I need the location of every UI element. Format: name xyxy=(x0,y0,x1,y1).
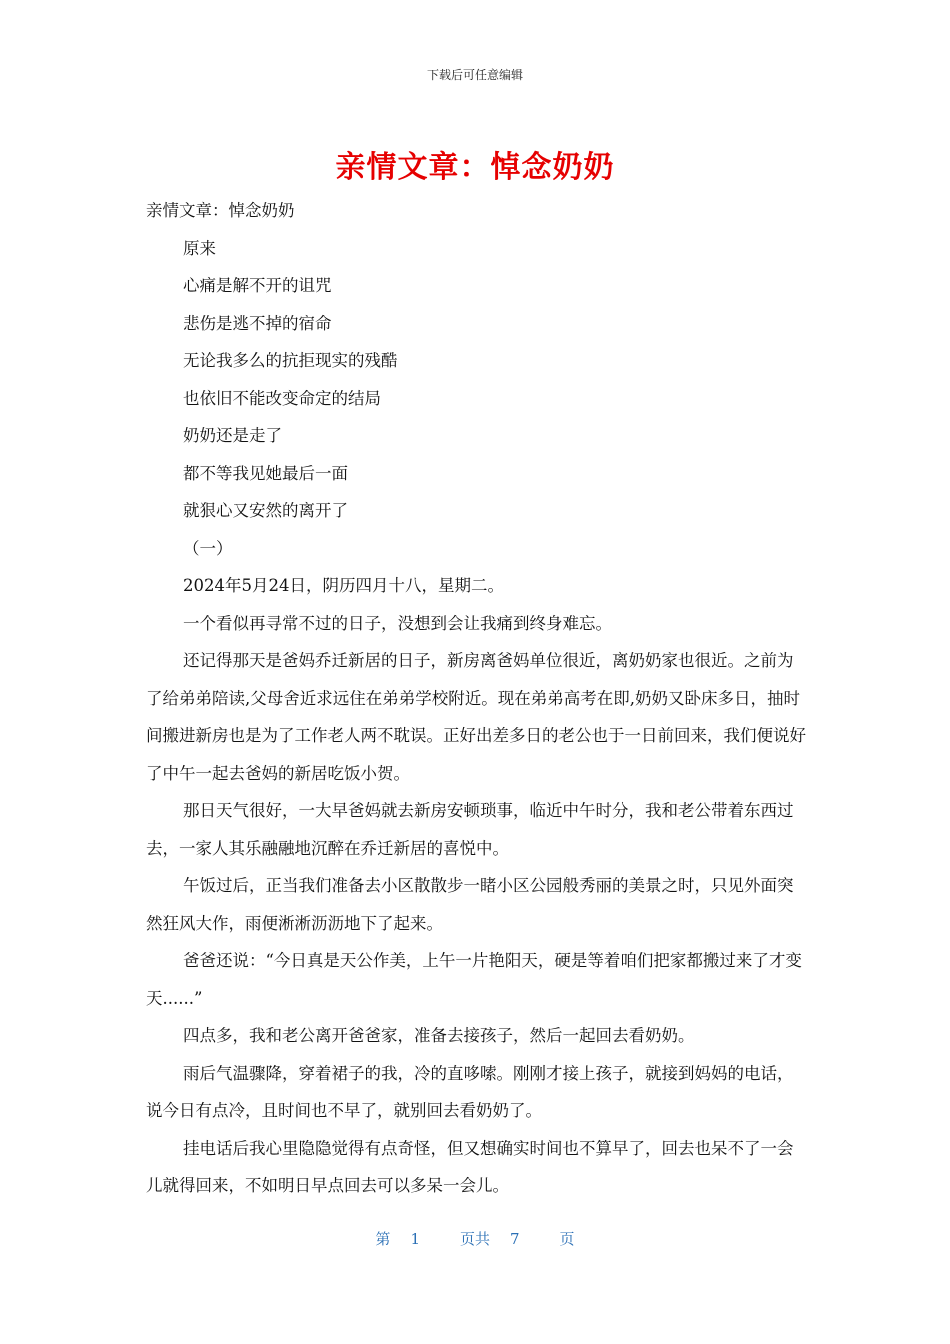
footer-mid: 页共 xyxy=(459,1230,490,1248)
paragraph: 亲情文章：悼念奶奶 xyxy=(146,201,295,220)
paragraph: 四点多，我和老公离开爸爸家，准备去接孩子，然后一起回去看奶奶。 xyxy=(183,1026,695,1045)
paragraph: 也依旧不能改变命定的结局 xyxy=(183,388,381,408)
paragraph: 无论我多么的抗拒现实的残酷 xyxy=(183,351,398,370)
footer-prefix: 第 xyxy=(375,1230,391,1248)
paragraph: 一个看似再寻常不过的日子，没想到会让我痛到终身难忘。 xyxy=(183,613,612,633)
document-body xyxy=(146,192,806,1205)
paragraph: 悲伤是逃不掉的宿命 xyxy=(183,313,332,333)
paragraph: 心痛是解不开的诅咒 xyxy=(183,276,332,295)
footer-page-total: 7 xyxy=(510,1230,520,1248)
paragraph: 就狠心又安然的离开了 xyxy=(183,501,348,520)
paragraph: 雨后气温骤降，穿着裙子的我，冷的直哆嗦。刚刚才接上孩子，就接到妈妈的电话，说今日有点冷，且时间也不早了，就别回去看奶奶了。 xyxy=(146,1063,794,1120)
paragraph: 2024年5月24日，阴历四月十八，星期二。 xyxy=(183,576,504,595)
paragraph: （一） xyxy=(183,538,233,558)
paragraph: 爸爸还说：“今日真是天公作美，上午一片艳阳天，硬是等着咱们把家都搬过来了才变天......” xyxy=(146,951,802,1008)
paragraph: 午饭过后，正当我们准备去小区散散步一睹小区公园般秀丽的美景之时，只见外面突然狂风大作，雨便淅淅沥沥地下了起来。 xyxy=(146,876,794,933)
footer-page-number: 1 xyxy=(410,1230,420,1248)
paragraph: 还记得那天是爸妈乔迁新居的日子，新房离爸妈单位很近，离奶奶家也很近。之前为了给弟弟陪读,父母舍近求远住在弟弟学校附近。现在弟弟高考在即,奶奶又卧床多日，抽时间搬进新房也是为了工作老人两不耽误。正好出差多日的老公也于一日前回来，我们便说好了中午一起去爸妈的新居吃饭小贺。 xyxy=(146,651,806,783)
paragraph: 原来 xyxy=(183,238,216,258)
paragraph: 挂电话后我心里隐隐觉得有点奇怪，但又想确实时间也不算早了，回去也呆不了一会儿就得回来，不如明日早点回去可以多呆一会儿。 xyxy=(146,1138,794,1195)
paragraph: 奶奶还是走了 xyxy=(183,426,282,445)
paragraph: 那日天气很好，一大早爸妈就去新房安顿琐事，临近中午时分，我和老公带着东西过去，一家人其乐融融地沉醉在乔迁新居的喜悦中。 xyxy=(146,801,794,858)
document-title: 亲情文章：悼念奶奶 xyxy=(335,150,615,185)
paragraph: 都不等我见她最后一面 xyxy=(183,463,348,483)
page-footer xyxy=(0,1228,950,1249)
footer-suffix: 页 xyxy=(559,1230,575,1248)
header-note: 下载后可任意编辑 xyxy=(426,68,523,82)
